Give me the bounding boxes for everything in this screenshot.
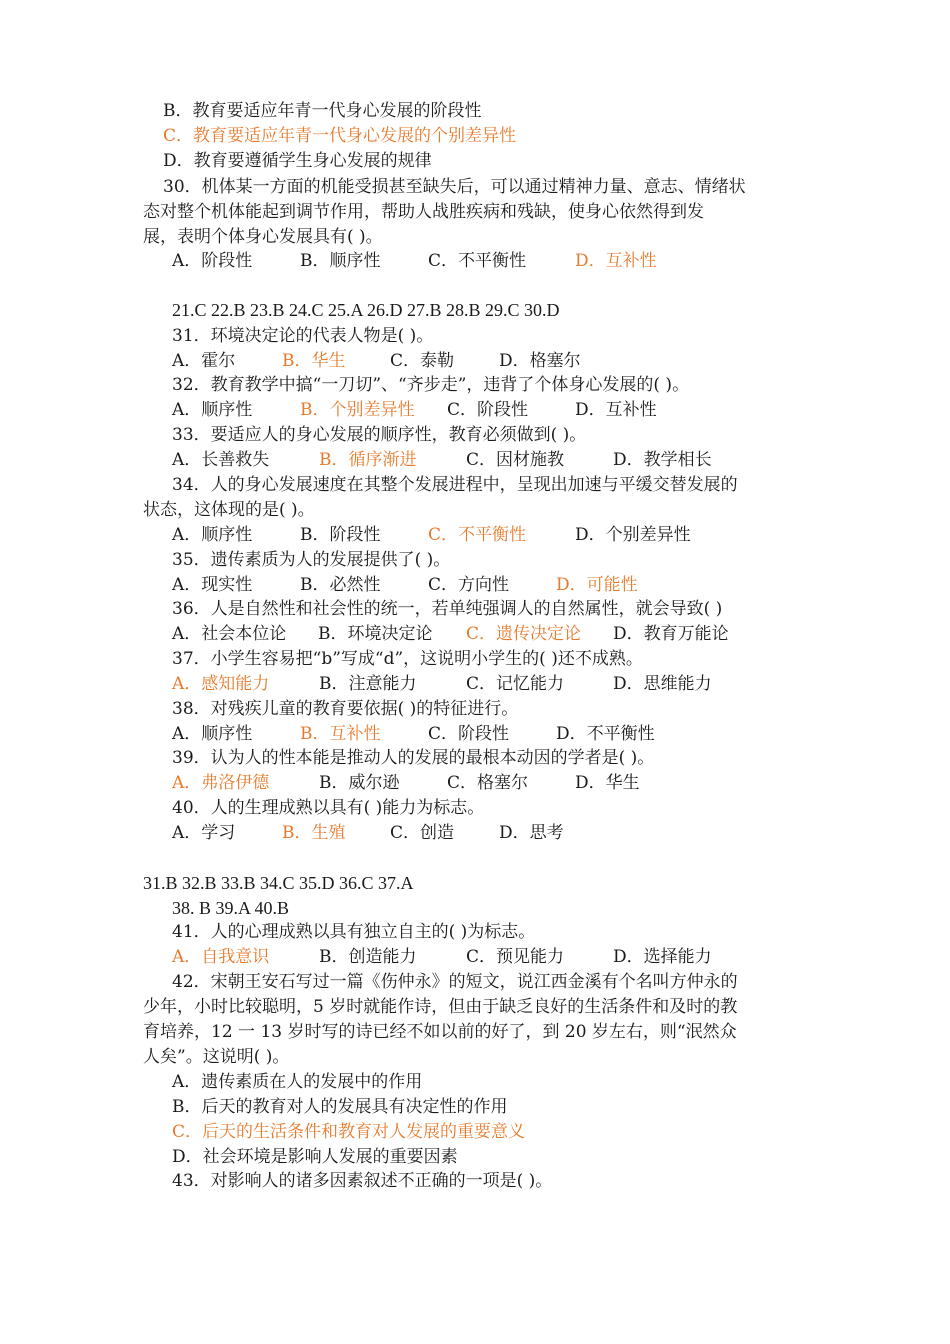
option-answer: A．弗洛伊德 bbox=[172, 773, 270, 793]
option: A．顺序性 bbox=[172, 525, 253, 545]
question-37: 37．小学生容易把“b”写成“d”，这说明小学生的( )还不成熟。 bbox=[172, 649, 643, 669]
option: D．格塞尔 bbox=[499, 351, 581, 371]
option-answer: D．互补性 bbox=[575, 251, 657, 271]
question-30-line3: 展，表明个体身心发展具有( )。 bbox=[143, 227, 383, 247]
question-35: 35．遗传素质为人的发展提供了( )。 bbox=[172, 550, 451, 570]
question-40-options bbox=[172, 822, 564, 844]
option: C．创造 bbox=[390, 823, 455, 843]
question-33: 33．要适应人的身心发展的顺序性，教育必须做到( )。 bbox=[172, 425, 587, 445]
option-answer: C．不平衡性 bbox=[428, 525, 527, 545]
question-42-option-c-answer: C．后天的生活条件和教育对人发展的重要意义 bbox=[172, 1122, 526, 1142]
option-answer: C．遗传决定论 bbox=[466, 624, 582, 644]
question-32: 32．教育教学中搞“一刀切”、“齐步走”，违背了个体身心发展的( )。 bbox=[172, 375, 690, 395]
answer-key-31-37: 31.B 32.B 33.B 34.C 35.D 36.C 37.A bbox=[143, 873, 414, 893]
question-41: 41．人的心理成熟以具有独立自主的( )为标志。 bbox=[172, 922, 536, 942]
option: A．霍尔 bbox=[172, 351, 236, 371]
option: D．个别差异性 bbox=[575, 525, 691, 545]
option: D．思维能力 bbox=[613, 674, 712, 694]
option: D．不平衡性 bbox=[556, 724, 655, 744]
option: D．华生 bbox=[575, 773, 640, 793]
question-40: 40．人的生理成熟以具有( )能力为标志。 bbox=[172, 798, 485, 818]
question-37-options bbox=[172, 673, 712, 695]
question-30-options bbox=[172, 250, 657, 272]
option-answer: B．华生 bbox=[282, 351, 346, 371]
question-35-options bbox=[172, 574, 638, 596]
question-30-line2: 态对整个机体能起到调节作用，帮助人战胜疾病和残缺，使身心依然得到发 bbox=[143, 202, 704, 222]
question-42-option-a: A．遗传素质在人的发展中的作用 bbox=[172, 1072, 423, 1092]
question-34-options bbox=[172, 524, 691, 546]
option: C．阶段性 bbox=[447, 400, 529, 420]
option-answer: A．自我意识 bbox=[172, 947, 270, 967]
option: B．必然性 bbox=[300, 575, 381, 595]
option: C．因材施教 bbox=[466, 450, 565, 470]
question-42-line3: 育培养，12 一 13 岁时写的诗已经不如以前的好了，到 20 岁左右，则“泯然众 bbox=[143, 1022, 737, 1042]
option: A．社会本位论 bbox=[172, 624, 287, 644]
question-41-options bbox=[172, 946, 712, 968]
question-42-option-b: B．后天的教育对人的发展具有决定性的作用 bbox=[172, 1097, 508, 1117]
question-36-options bbox=[172, 623, 729, 645]
question-38: 38．对残疾儿童的教育要依据( )的特征进行。 bbox=[172, 699, 519, 719]
option: C．方向性 bbox=[428, 575, 510, 595]
option: A．顺序性 bbox=[172, 400, 253, 420]
option: A．现实性 bbox=[172, 575, 253, 595]
answer-key-38-40: 38. B 39.A 40.B bbox=[172, 898, 290, 918]
question-42-line4: 人矣”。这说明( )。 bbox=[143, 1047, 290, 1067]
option: D．选择能力 bbox=[613, 947, 712, 967]
question-34-line1: 34．人的身心发展速度在其整个发展进程中，呈现出加速与平缓交替发展的 bbox=[172, 475, 738, 495]
option: C．记忆能力 bbox=[466, 674, 565, 694]
question-39-options bbox=[172, 772, 640, 794]
question-36: 36．人是自然性和社会性的统一，若单纯强调人的自然属性，就会导致( ) bbox=[172, 599, 723, 619]
option-b: B．教育要适应年青一代身心发展的阶段性 bbox=[163, 101, 482, 121]
option: D．互补性 bbox=[575, 400, 657, 420]
option: C．预见能力 bbox=[466, 947, 565, 967]
option-answer: B．生殖 bbox=[282, 823, 346, 843]
question-30-line1: 30．机体某一方面的机能受损甚至缺失后，可以通过精神力量、意志、情绪状 bbox=[163, 177, 746, 197]
question-32-options bbox=[172, 399, 657, 421]
option: C．阶段性 bbox=[428, 724, 510, 744]
question-33-options bbox=[172, 449, 712, 471]
answer-key-21-30: 21.C 22.B 23.B 24.C 25.A 26.D 27.B 28.B 29.C 30.D bbox=[172, 300, 560, 320]
option-answer: B．个别差异性 bbox=[300, 400, 415, 420]
option-d: D．教育要遵循学生身心发展的规律 bbox=[163, 151, 432, 171]
question-42-line2: 少年，小时比较聪明，5 岁时就能作诗，但由于缺乏良好的生活条件和及时的教 bbox=[143, 997, 738, 1017]
option-answer: A．感知能力 bbox=[172, 674, 270, 694]
question-43: 43．对影响人的诸多因素叙述不正确的一项是( )。 bbox=[172, 1171, 553, 1191]
option: B．顺序性 bbox=[300, 251, 381, 271]
option: D．思考 bbox=[499, 823, 564, 843]
question-42-line1: 42．宋朝王安石写过一篇《伤仲永》的短文，说江西金溪有个名叫方仲永的 bbox=[172, 972, 738, 992]
option-answer: B．互补性 bbox=[300, 724, 381, 744]
question-39: 39．认为人的性本能是推动人的发展的最根本动因的学者是( )。 bbox=[172, 748, 655, 768]
option: A．阶段性 bbox=[172, 251, 253, 271]
option: D．教育万能论 bbox=[613, 624, 729, 644]
option: B．威尔逊 bbox=[319, 773, 400, 793]
option: D．教学相长 bbox=[613, 450, 712, 470]
option: A．长善救失 bbox=[172, 450, 270, 470]
option: C．泰勒 bbox=[390, 351, 455, 371]
option-answer: D．可能性 bbox=[556, 575, 638, 595]
option-answer: B．循序渐进 bbox=[319, 450, 417, 470]
option: A．顺序性 bbox=[172, 724, 253, 744]
option: A．学习 bbox=[172, 823, 236, 843]
question-38-options bbox=[172, 723, 655, 745]
option: B．环境决定论 bbox=[318, 624, 433, 644]
question-34-line2: 状态，这体现的是( )。 bbox=[143, 500, 315, 520]
option-c-answer: C．教育要适应年青一代身心发展的个别差异性 bbox=[163, 126, 517, 146]
option: B．阶段性 bbox=[300, 525, 381, 545]
question-31-options bbox=[172, 350, 581, 372]
option: B．注意能力 bbox=[319, 674, 417, 694]
option: C．不平衡性 bbox=[428, 251, 527, 271]
option: B．创造能力 bbox=[319, 947, 417, 967]
question-31: 31．环境决定论的代表人物是( )。 bbox=[172, 326, 434, 346]
option: C．格塞尔 bbox=[447, 773, 529, 793]
question-42-option-d: D．社会环境是影响人发展的重要因素 bbox=[172, 1147, 458, 1167]
